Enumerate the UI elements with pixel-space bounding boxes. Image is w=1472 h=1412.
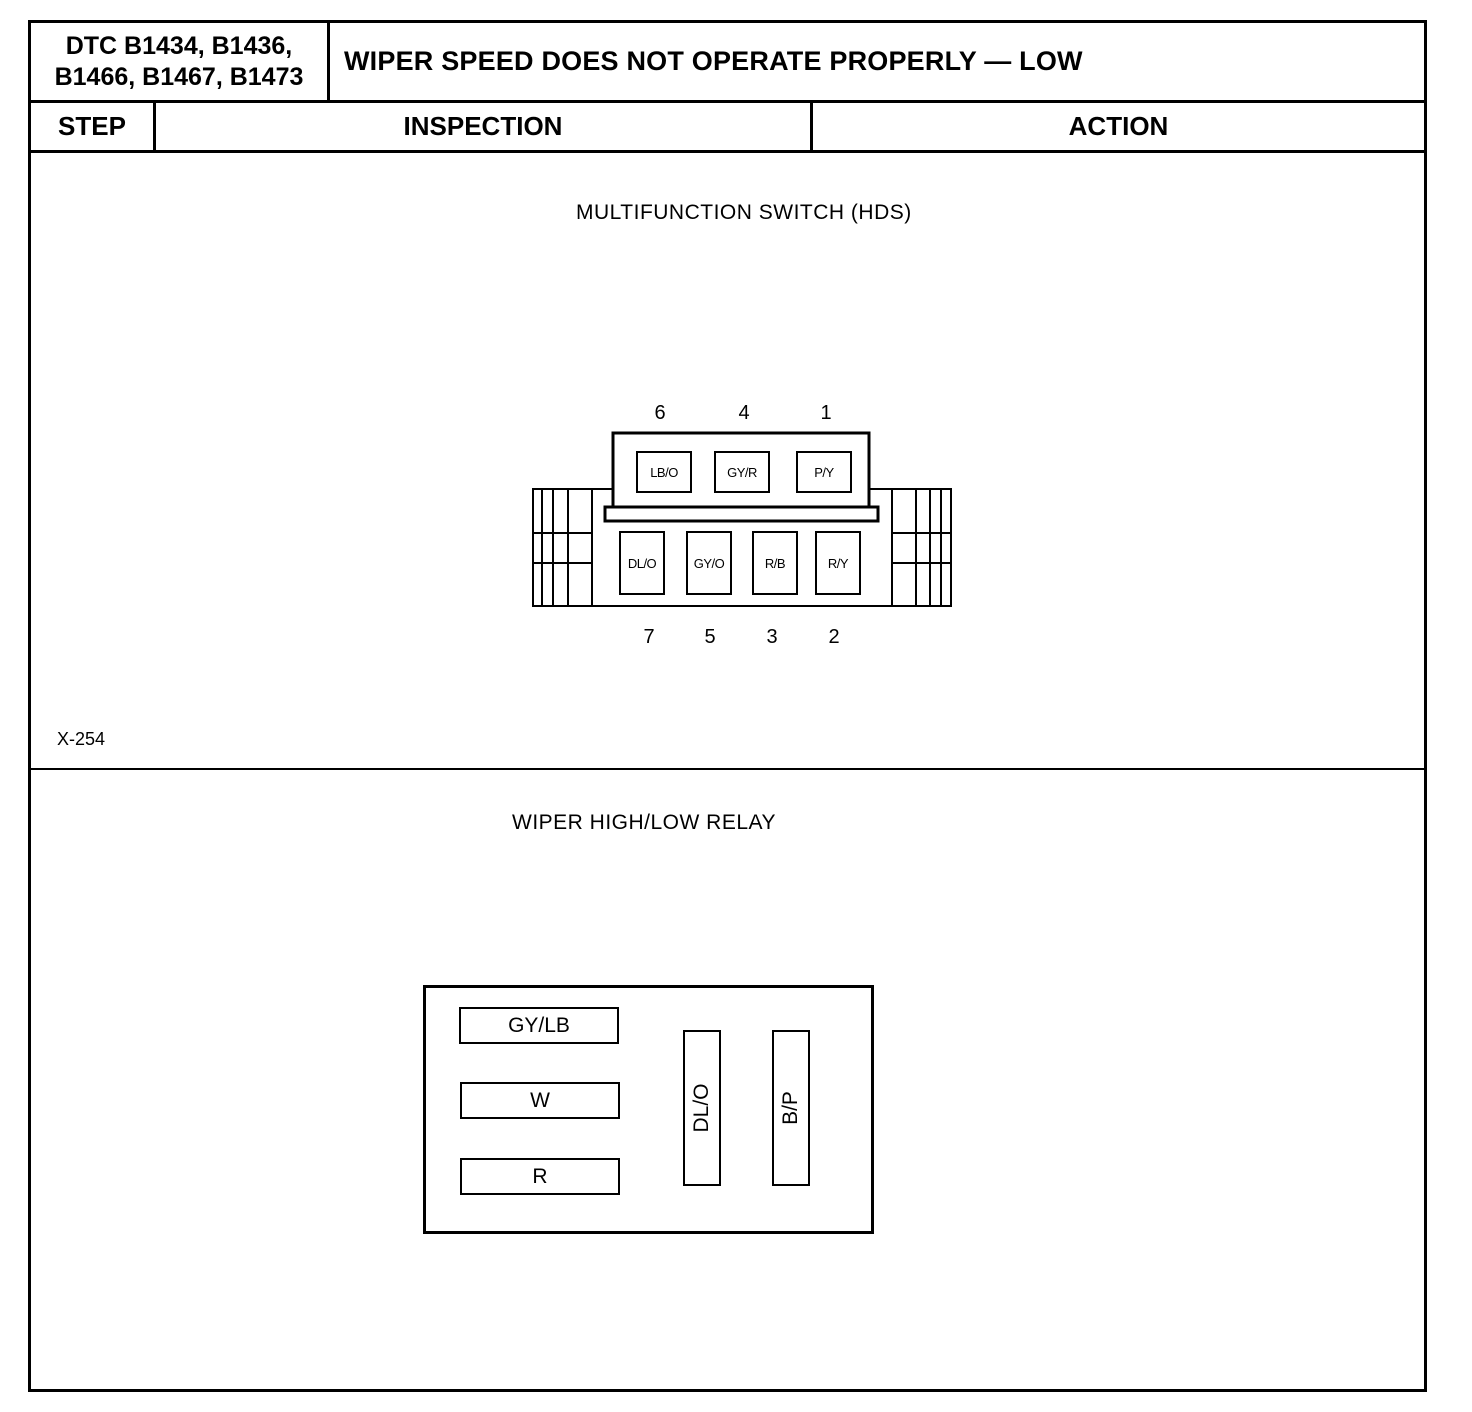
pin-number-5: 5 [704,626,716,648]
dtc-line-1: DTC B1434, B1436, [65,31,293,60]
relay-terminal-dl-o [683,1030,721,1186]
pin-2-wire: R/Y [815,531,861,595]
relay-terminal-b-p [772,1030,810,1186]
relay-title: WIPER HIGH/LOW RELAY [512,811,776,834]
pin-3-wire: R/B [752,531,798,595]
pin-number-3: 3 [766,626,778,648]
section-divider [28,768,1427,770]
pin-number-1: 1 [820,402,832,424]
connector-id: X-254 [57,729,106,749]
pin-4-wire: GY/R [714,451,770,493]
relay-terminal-dl-o-label: DL/O [690,1083,713,1133]
pin-7-wire: DL/O [619,531,665,595]
column-header-divider [28,150,1427,153]
relay-terminal-gy-lb: GY/LB [459,1007,619,1044]
header-vertical-divider [327,20,330,102]
column-header-inspection: INSPECTION [403,111,563,141]
pin-number-2: 2 [828,626,840,648]
pin-5-wire: GY/O [686,531,732,595]
relay-terminal-b-p-label: B/P [779,1091,802,1125]
column-header-step: STEP [58,111,126,141]
pin-number-6: 6 [654,402,666,424]
dtc-codes [31,23,327,100]
relay-terminal-w: W [460,1082,620,1119]
pin-number-4: 4 [738,402,750,424]
page-title: WIPER SPEED DOES NOT OPERATE PROPERLY — LOW [344,46,1083,76]
multifunction-switch-title: MULTIFUNCTION SWITCH (HDS) [576,201,912,224]
pin-number-7: 7 [643,626,655,648]
pin-6-wire: LB/O [636,451,692,493]
relay-terminal-r: R [460,1158,620,1195]
dtc-line-2: B1466, B1467, B1473 [54,62,304,91]
column-header-action: ACTION [1068,111,1169,141]
pin-1-wire: P/Y [796,451,852,493]
